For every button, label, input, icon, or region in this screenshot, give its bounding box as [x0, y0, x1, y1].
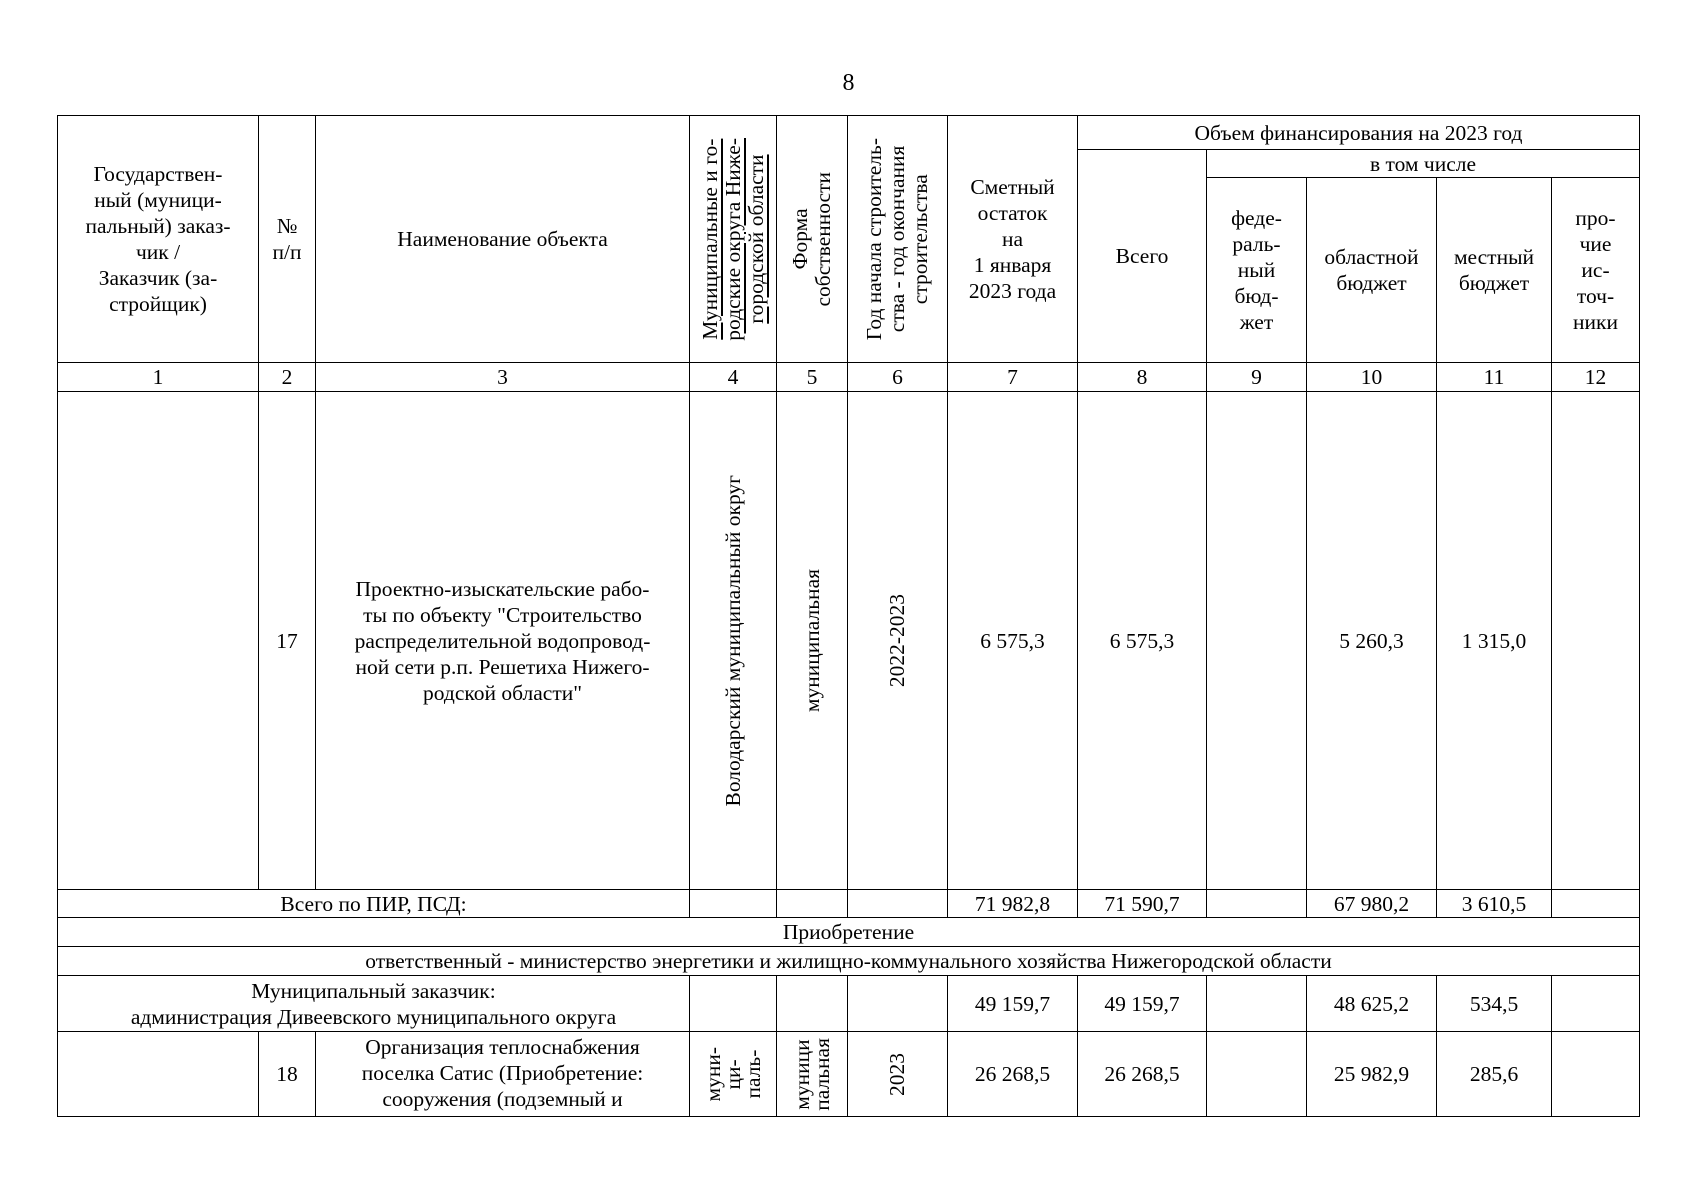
- total-pir-empty: [777, 890, 848, 918]
- header-years-text: Год начала строитель- ства - год окончания строительства: [862, 137, 932, 341]
- customer-diveevo-empty: [848, 976, 948, 1032]
- customer-diveevo-regional: 48 625,2: [1307, 976, 1437, 1032]
- row17-federal: [1207, 392, 1307, 890]
- customer-diveevo-other: [1552, 976, 1640, 1032]
- header-number: № п/п: [259, 116, 316, 363]
- responsible-ministry: ответственный - министерство энергетики и жилищно-коммунального хозяйства Нижегородской области: [58, 947, 1640, 976]
- header-customer: Государствен- ный (муници- пальный) заказ- чик / Заказчик (за- стройщик): [58, 116, 259, 363]
- header-including: в том числе: [1207, 150, 1640, 178]
- table-row: [58, 392, 1640, 890]
- header-years: [848, 116, 948, 363]
- header-districts-text: Муниципальные и го- родские округа Ниже- городской области: [697, 137, 768, 341]
- customer-diveevo-empty: [690, 976, 777, 1032]
- total-pir-total: 71 590,7: [1078, 890, 1207, 918]
- col-number: 5: [777, 363, 848, 392]
- row18-regional: 25 982,9: [1307, 1032, 1437, 1117]
- row18-remainder: 26 268,5: [948, 1032, 1078, 1117]
- row18-ownership-text: муници пальная: [790, 1037, 834, 1111]
- total-pir-local: 3 610,5: [1437, 890, 1552, 918]
- customer-diveevo-local: 534,5: [1437, 976, 1552, 1032]
- row17-other: [1552, 392, 1640, 890]
- row18-district-text: муни- ци- паль-: [701, 1046, 765, 1102]
- col-number: 1: [58, 363, 259, 392]
- row17-ownership: [777, 392, 848, 890]
- total-pir-empty: [848, 890, 948, 918]
- col-number: 8: [1078, 363, 1207, 392]
- row18-years: [848, 1032, 948, 1117]
- table-row: [58, 1032, 1640, 1117]
- header-federal: феде- раль- ный бюд- жет: [1207, 178, 1307, 363]
- customer-diveevo-label: Муниципальный заказчик: администрация Дивеевского муниципального округа: [58, 976, 690, 1032]
- row17-customer: [58, 392, 259, 890]
- row18-federal: [1207, 1032, 1307, 1117]
- column-numbers-row: [58, 363, 1640, 392]
- total-pir-label: Всего по ПИР, ПСД:: [58, 890, 690, 918]
- row18-years-text: 2023: [885, 1052, 909, 1096]
- total-pir-federal: [1207, 890, 1307, 918]
- header-object-name: Наименование объекта: [316, 116, 690, 363]
- row18-customer: [58, 1032, 259, 1117]
- col-number: 10: [1307, 363, 1437, 392]
- row17-district: [690, 392, 777, 890]
- row18-total: 26 268,5: [1078, 1032, 1207, 1117]
- row18-object-name: Организация теплоснабжения поселка Сатис (Приобретение: сооружения (подземный и: [316, 1032, 690, 1117]
- header-other: про- чие ис- точ- ники: [1552, 178, 1640, 363]
- col-number: 12: [1552, 363, 1640, 392]
- header-remainder: Сметный остаток на 1 января 2023 года: [948, 116, 1078, 363]
- header-regional: областной бюджет: [1307, 178, 1437, 363]
- customer-diveevo-total: 49 159,7: [1078, 976, 1207, 1032]
- header-ownership-text: Форма собственности: [788, 171, 835, 307]
- row18-ownership: [777, 1032, 848, 1117]
- total-pir-other: [1552, 890, 1640, 918]
- row17-object-name: Проектно-изыскательские рабо- ты по объекту "Строительство распределительной водопровод- ной сети р.п. Решетиха Нижего- родской области": [316, 392, 690, 890]
- col-number: 6: [848, 363, 948, 392]
- row18-number: 18: [259, 1032, 316, 1117]
- header-ownership: [777, 116, 848, 363]
- header-funding-title: Объем финансирования на 2023 год: [1078, 116, 1640, 150]
- col-number: 4: [690, 363, 777, 392]
- row17-district-text: Володарский муниципальный округ: [720, 474, 745, 807]
- col-number: 3: [316, 363, 690, 392]
- customer-diveevo-empty: [777, 976, 848, 1032]
- col-number: 2: [259, 363, 316, 392]
- row17-regional: 5 260,3: [1307, 392, 1437, 890]
- row17-local: 1 315,0: [1437, 392, 1552, 890]
- header-total: Всего: [1078, 150, 1207, 363]
- row17-number: 17: [259, 392, 316, 890]
- total-pir-row: [58, 890, 1640, 918]
- header-districts: [690, 116, 777, 363]
- investment-table: [57, 115, 1640, 1117]
- row17-years-text: 2022-2023: [885, 593, 909, 688]
- customer-diveevo-federal: [1207, 976, 1307, 1032]
- customer-diveevo-remainder: 49 159,7: [948, 976, 1078, 1032]
- customer-diveevo-row: [58, 976, 1640, 1032]
- row17-ownership-text: муниципальная: [799, 568, 824, 713]
- page-number: 8: [842, 70, 855, 96]
- col-number: 9: [1207, 363, 1307, 392]
- row18-district: [690, 1032, 777, 1117]
- total-pir-remainder: 71 982,8: [948, 890, 1078, 918]
- col-number: 7: [948, 363, 1078, 392]
- header-local: местный бюджет: [1437, 178, 1552, 363]
- row17-total: 6 575,3: [1078, 392, 1207, 890]
- col-number: 11: [1437, 363, 1552, 392]
- row17-years: [848, 392, 948, 890]
- total-pir-regional: 67 980,2: [1307, 890, 1437, 918]
- row18-other: [1552, 1032, 1640, 1117]
- row17-remainder: 6 575,3: [948, 392, 1078, 890]
- section-acquisition: Приобретение: [58, 918, 1640, 947]
- total-pir-empty: [690, 890, 777, 918]
- row18-local: 285,6: [1437, 1032, 1552, 1117]
